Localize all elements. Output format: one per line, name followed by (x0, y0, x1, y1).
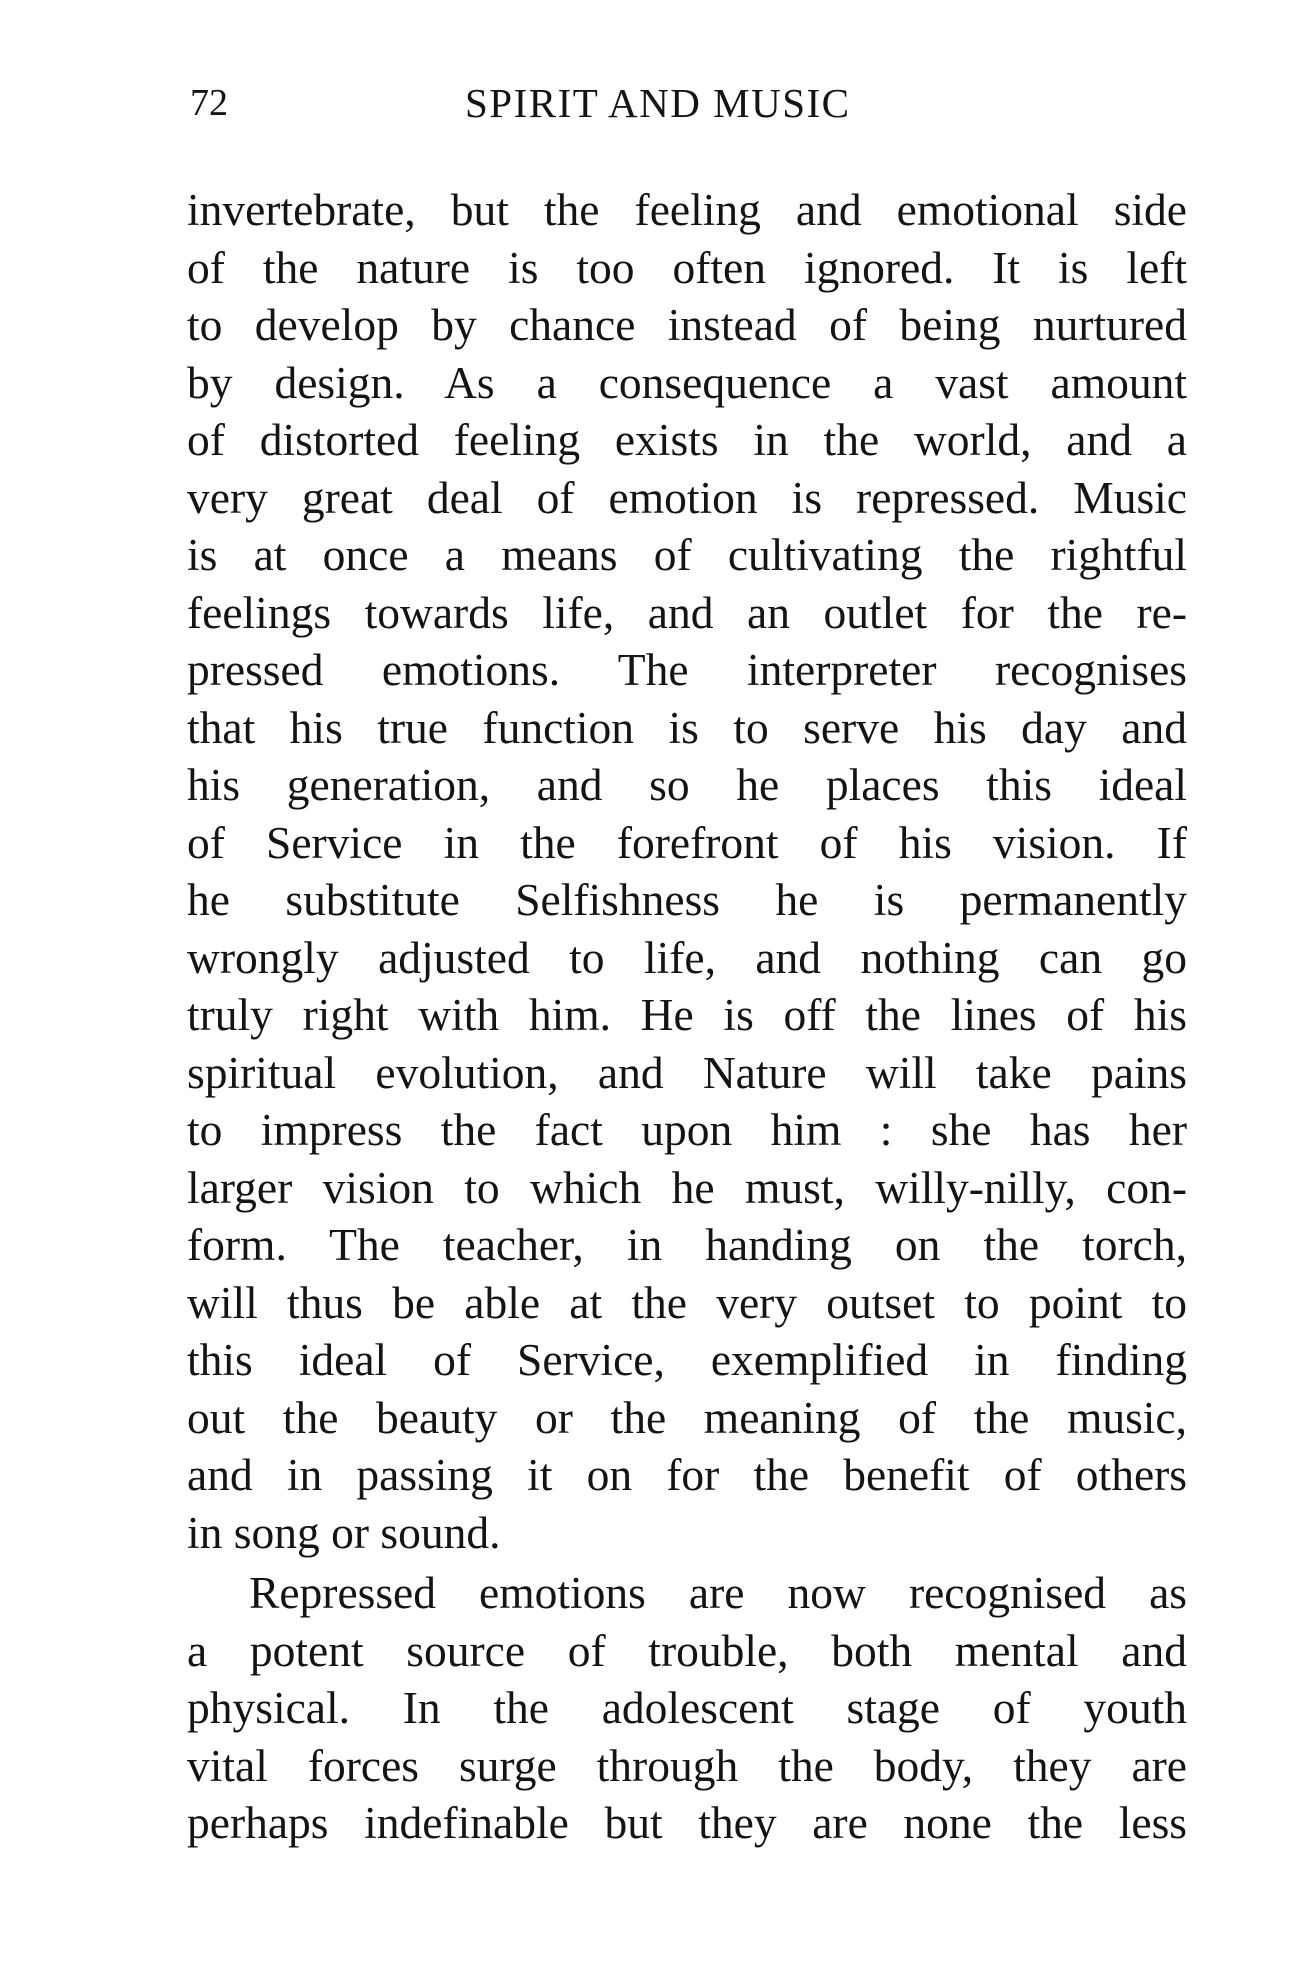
text-line: very great deal of emotion is repressed. Music (187, 471, 1187, 523)
text-line: of distorted feeling exists in the world, and a (187, 414, 1187, 465)
text-line: to develop by chance instead of being nurtured (187, 299, 1187, 350)
text-line: his generation, and so he places this ideal (187, 759, 1187, 810)
text-line: physical. In the adolescent stage of youth (187, 1682, 1187, 1733)
text-line: larger vision to which he must, willy-nilly, con- (187, 1161, 1187, 1213)
paragraph-1 (187, 181, 1187, 1561)
text-line: and in passing it on for the benefit of others (187, 1449, 1187, 1500)
page-number: 72 (190, 82, 228, 124)
text-line: Repressed emotions are now recognised as (249, 1567, 1187, 1618)
text-line: to impress the fact upon him : she has her (187, 1104, 1187, 1155)
text-line: vital forces surge through the body, they are (187, 1739, 1187, 1791)
text-line: by design. As a consequence a vast amount (187, 356, 1187, 408)
paragraph-2 (187, 1564, 1187, 1852)
text-line: feelings towards life, and an outlet for the re- (187, 586, 1187, 638)
text-line: truly right with him. He is off the lines of his (187, 989, 1187, 1040)
text-line: of the nature is too often ignored. It is left (187, 241, 1187, 293)
body-text (187, 181, 1187, 1852)
text-line: he substitute Selfishness he is permanently (187, 874, 1187, 925)
text-line: is at once a means of cultivating the rightful (187, 529, 1187, 580)
text-line: spiritual evolution, and Nature will take pains (187, 1046, 1187, 1098)
text-line: invertebrate, but the feeling and emotional side (187, 184, 1187, 235)
text-line: in song or sound. (187, 1506, 501, 1558)
running-head (190, 75, 1185, 131)
text-line: a potent source of trouble, both mental and (187, 1624, 1187, 1676)
text-line: out the beauty or the meaning of the music, (187, 1391, 1187, 1443)
running-title: SPIRIT AND MUSIC (465, 80, 851, 126)
text-line: will thus be able at the very outset to point to (187, 1276, 1187, 1328)
text-line: perhaps indefinable but they are none the less (187, 1797, 1187, 1848)
text-line: wrongly adjusted to life, and nothing can go (187, 931, 1187, 983)
text-line: form. The teacher, in handing on the torch, (187, 1219, 1187, 1270)
text-line: pressed emotions. The interpreter recognises (187, 644, 1187, 695)
text-line: this ideal of Service, exemplified in finding (187, 1334, 1187, 1385)
text-line: of Service in the forefront of his vision. If (187, 816, 1187, 868)
text-line: that his true function is to serve his day and (187, 701, 1187, 753)
